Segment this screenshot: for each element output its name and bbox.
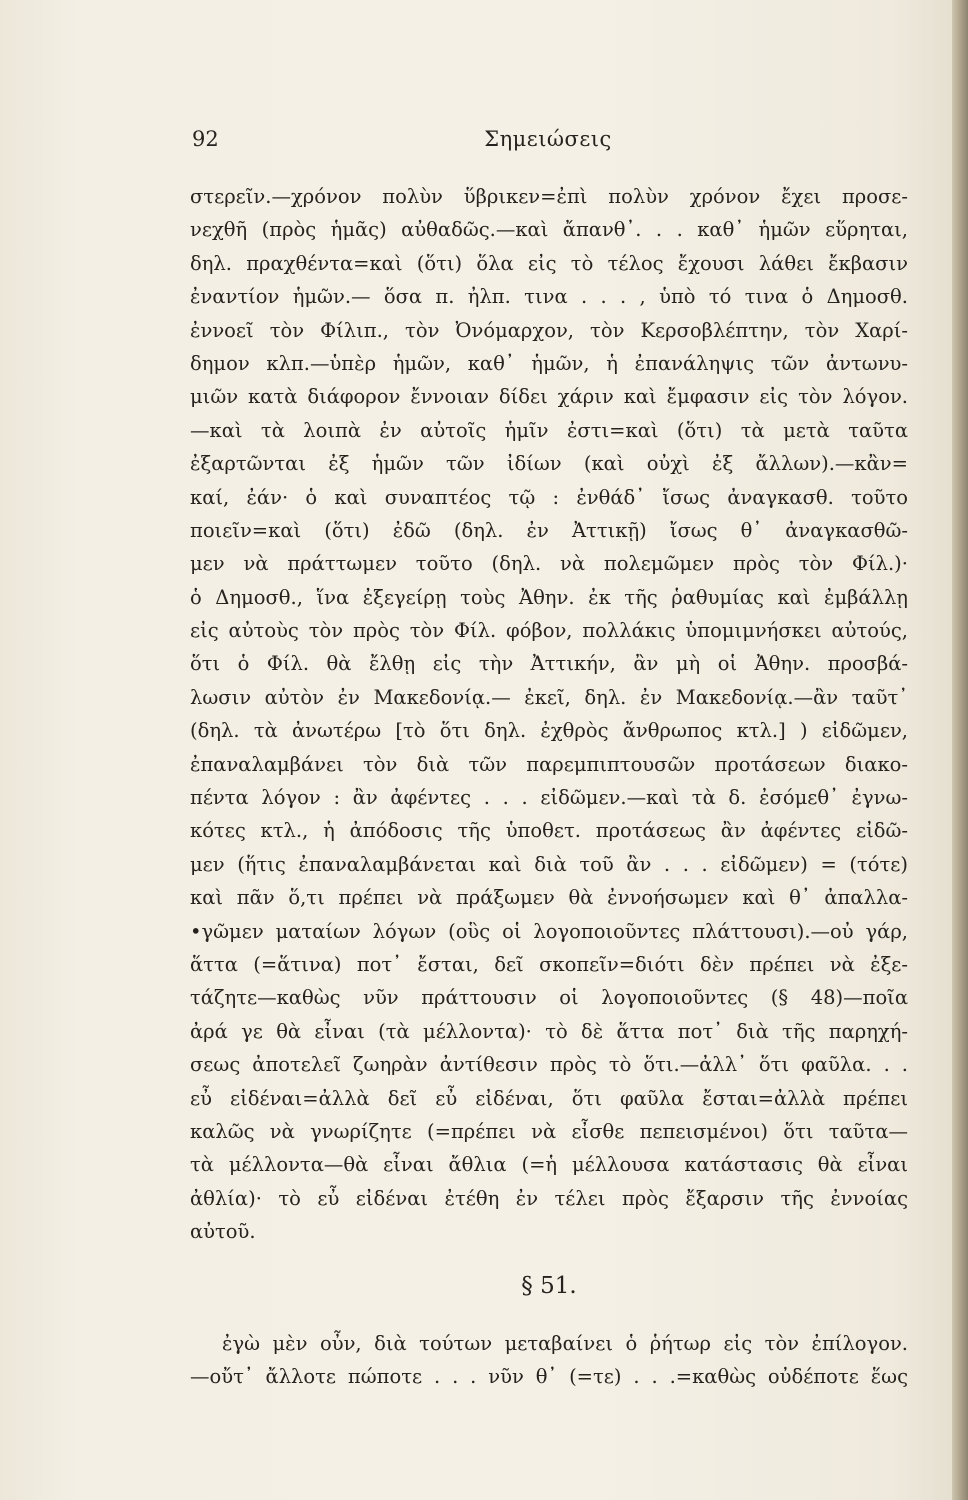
- text-line: κότες κτλ., ἡ ἀπόδοσις τῆς ὑποθετ. προτάσεως ἂν ἀφέντες εἰδῶ-: [190, 819, 908, 843]
- running-head: Σημειώσεις: [484, 127, 612, 151]
- page-edge: [952, 0, 968, 1500]
- text-line: εἰς αὐτοὺς τὸν πρὸς τὸν Φίλ. φόβον, πολλάκις ὑπομιμνήσκει αὐτούς,: [190, 619, 908, 643]
- text-line: ἐγὼ μὲν οὖν, διὰ τούτων μεταβαίνει ὁ ῥήτωρ εἰς τὸν ἐπίλογον.: [222, 1331, 908, 1355]
- text-line: μιῶν κατὰ διάφορον ἔννοιαν δίδει χάριν καὶ ἔμφασιν εἰς τὸν λόγον.: [190, 385, 908, 409]
- text-line: νεχθῆ (πρὸς ἡμᾶς) αὐθαδῶς.—καὶ ἄπανθ᾽. . . καθ᾽ ἡμῶν εὕρηται,: [190, 218, 908, 242]
- text-line: (δηλ. τὰ ἀνωτέρω [τὸ ὅτι δηλ. ἐχθρὸς ἄνθρωπος κτλ.] ) εἰδῶμεν,: [190, 719, 908, 743]
- notes-body: [190, 180, 908, 1393]
- text-line: ἐξαρτῶνται ἐξ ἡμῶν τῶν ἰδίων (καὶ οὐχὶ ἐξ ἄλλων).—κἂν=: [190, 452, 908, 476]
- text-line: ἐναντίον ἡμῶν.— ὅσα π. ἠλπ. τινα . . . , ὑπὸ τό τινα ὁ Δημοσθ.: [190, 285, 908, 309]
- text-line: —καὶ τὰ λοιπὰ ἐν αὐτοῖς ἡμῖν ἐστι=καὶ (ὅτι) τὰ μετὰ ταῦτα: [190, 418, 908, 442]
- text-line: ἀρά γε θὰ εἶναι (τὰ μέλλοντα)· τὸ δὲ ἅττα ποτ᾽ διὰ τῆς παρηχή-: [190, 1019, 908, 1043]
- text-line: ὅτι ὁ Φίλ. θὰ ἔλθῃ εἰς τὴν Ἀττικήν, ἂν μὴ οἱ Ἀθην. προσβά-: [190, 652, 908, 676]
- page-number: 92: [192, 127, 219, 151]
- text-line: εὖ εἰδέναι=ἀλλὰ δεῖ εὖ εἰδέναι, ὅτι φαῦλα ἔσται=ἀλλὰ πρέπει: [190, 1086, 908, 1110]
- text-line: καὶ πᾶν ὅ,τι πρέπει νὰ πράξωμεν θὰ ἐννοήσωμεν καὶ θ᾽ ἀπαλλα-: [190, 886, 908, 910]
- text-line: ἀθλία)· τὸ εὖ εἰδέναι ἐτέθη ἐν τέλει πρὸς ἔξαρσιν τῆς ἐννοίας: [190, 1186, 908, 1210]
- text-line: στερεῖν.—χρόνον πολὺν ὕβρικεν=ἐπὶ πολὺν χρόνον ἔχει προσε-: [190, 185, 908, 208]
- text-line: ἅττα (=ἅτινα) ποτ᾽ ἔσται, δεῖ σκοπεῖν=διότι δὲν πρέπει νὰ ἐξε-: [190, 952, 908, 976]
- page-header: [192, 124, 904, 154]
- text-line: καλῶς νὰ γνωρίζητε (=πρέπει νὰ εἶσθε πεπεισμένοι) ὅτι ταῦτα—: [190, 1119, 908, 1143]
- text-line: μεν (ἥτις ἐπαναλαμβάνεται καὶ διὰ τοῦ ἂν . . . εἰδῶμεν) = (τότε): [190, 852, 908, 876]
- text-line: καί, ἐάν· ὁ καὶ συναπτέος τῷ : ἐνθάδ᾽ ἴσως ἀναγκασθ. τοῦτο: [190, 485, 908, 509]
- text-line: δηλ. πραχθέντα=καὶ (ὅτι) ὅλα εἰς τὸ τέλος ἔχουσι λάθει ἔκβασιν: [190, 251, 908, 275]
- text-line: ὁ Δημοσθ., ἵνα ἐξεγείρῃ τοὺς Ἀθην. ἐκ τῆς ῥαθυμίας καὶ ἐμβάλλῃ: [190, 585, 908, 609]
- text-line: μεν νὰ πράττωμεν τοῦτο (δηλ. νὰ πολεμῶμεν πρὸς τὸν Φίλ.)·: [190, 552, 908, 576]
- paragraph-1: [190, 180, 908, 1249]
- text-line: •γῶμεν ματαίων λόγων (οὓς οἱ λογοποιοῦντες πλάττουσι).—οὐ γάρ,: [190, 919, 908, 943]
- text-line: ἐννοεῖ τὸν Φίλιπ., τὸν Ὀνόμαρχον, τὸν Κερσοβλέπτην, τὸν Χαρί-: [190, 318, 908, 342]
- text-line: —οὔτ᾽ ἄλλοτε πώποτε . . . νῦν θ᾽ (=τε) . . .=καθὼς οὐδέποτε ἕως: [190, 1364, 908, 1388]
- paragraph-2: [190, 1327, 908, 1394]
- text-line: ποιεῖν=καὶ (ὅτι) ἐδῶ (δηλ. ἐν Ἀττικῇ) ἴσως θ᾽ ἀναγκασθῶ-: [190, 518, 908, 542]
- text-line: ἐπαναλαμβάνει τὸν διὰ τῶν παρεμπιπτουσῶν προτάσεων διακο-: [190, 752, 908, 776]
- text-line: δημον κλπ.—ὑπὲρ ἡμῶν, καθ᾽ ἡμῶν, ἡ ἐπανάληψις τῶν ἀντωνυ-: [190, 351, 908, 375]
- text-line: σεως ἀποτελεῖ ζωηρὰν ἀντίθεσιν πρὸς τὸ ὅτι.—ἀλλ᾽ ὅτι φαῦλα. . .: [190, 1053, 908, 1077]
- text-line: τὰ μέλλοντα—θὰ εἶναι ἄθλια (=ἡ μέλλουσα κατάστασις θὰ εἶναι: [190, 1153, 908, 1177]
- text-line: λωσιν αὐτὸν ἐν Μακεδονίᾳ.— ἐκεῖ, δηλ. ἐν Μακεδονίᾳ.—ἂν ταῦτ᾽: [190, 685, 908, 709]
- text-line: πέντα λόγον : ἂν ἀφέντες . . . εἰδῶμεν.—καὶ τὰ δ. ἐσόμεθ᾽ ἐγνω-: [190, 786, 908, 810]
- section-heading: § 51.: [521, 1272, 577, 1299]
- text-line: αὐτοῦ.: [190, 1220, 256, 1244]
- text-line: τάζητε—καθὼς νῦν πράττουσιν οἱ λογοποιοῦντες (§ 48)—ποῖα: [190, 986, 908, 1010]
